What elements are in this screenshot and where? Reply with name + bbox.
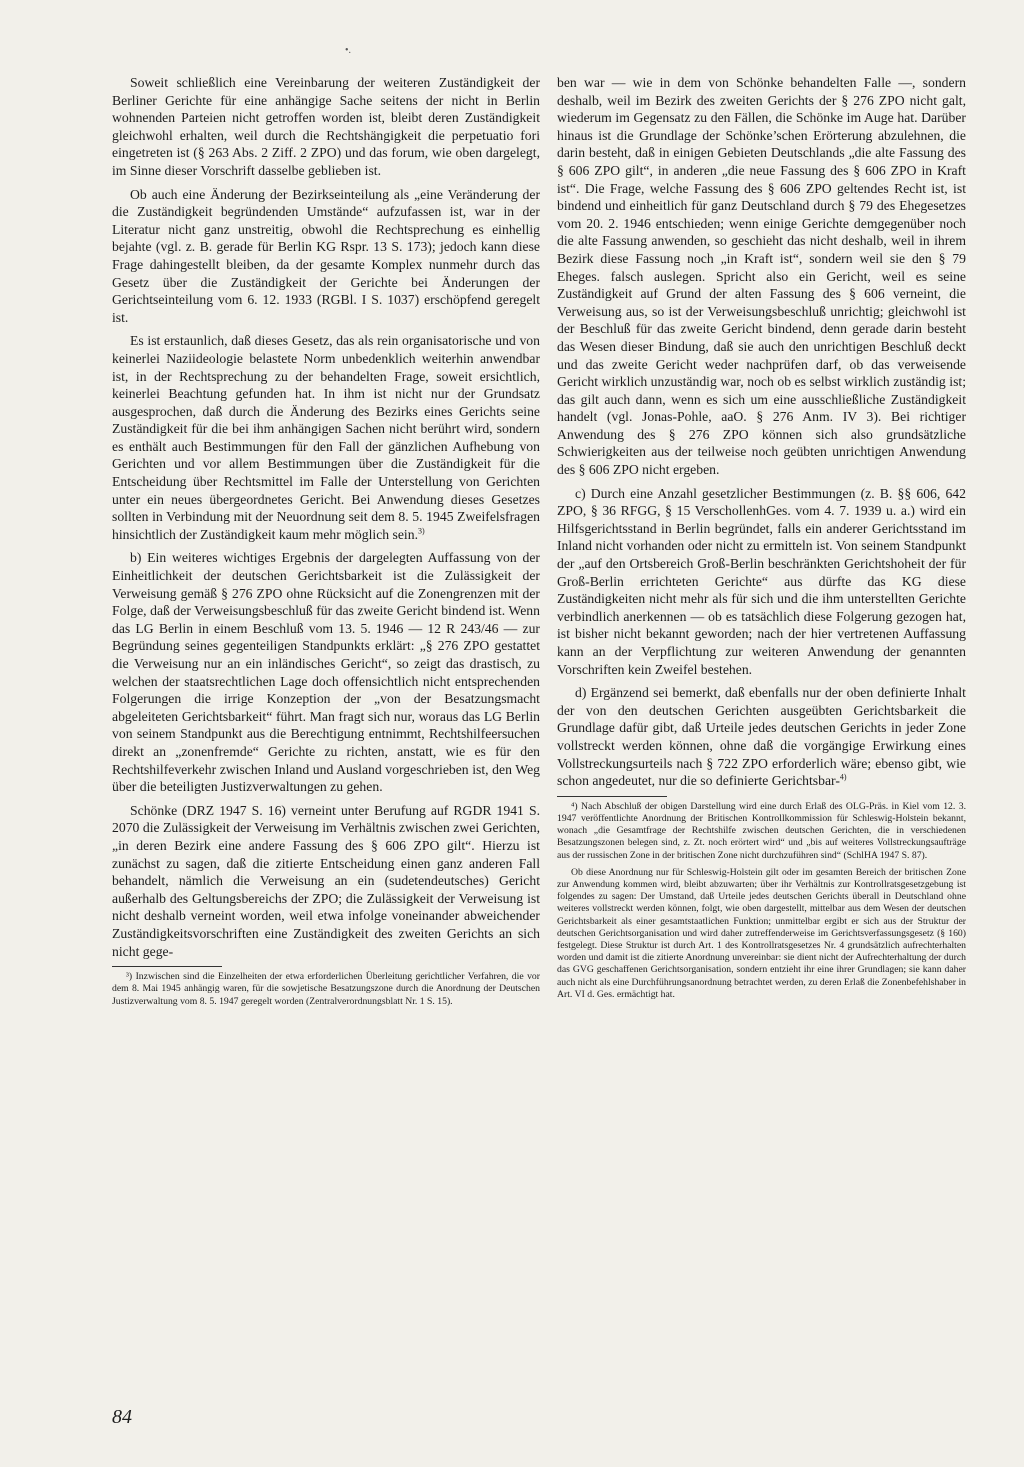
page-number: 84 [112,1406,132,1428]
right-paragraph-2: c) Durch eine Anzahl gesetzlicher Bestimmungen (z. B. §§ 606, 642 ZPO, § 36 RFGG, § 15 VerschollenhGes. vom 4. 7. 1939 u. a.) wird ein Hilfsgerichtsstand in Berlin begründet, falls ein anderer Gerichtsstand im Inland nicht vorhanden oder nicht zu ermitteln ist. Von seinem Standpunkt der „auf den Ortsbereich Groß-Berlin beschränkten Gerichtshoheit der für Groß-Berlin errichteten Gerichte“ aus dürfte das KG diese Zuständigkeiten nicht mehr als für sich und die ihm unterstellten Gerichte verbindlich anerkennen — ob es tatsächlich diese Folgerung gezogen hat, ist bisher nicht bekannt geworden; nach der hier vertretenen Auffassung kann an der Verpflichtung zur weiteren Anwendung der genannten Vorschriften kein Zweifel bestehen. [557,485,966,677]
footnote-3: ³) Inzwischen sind die Einzelheiten der etwa erforderlichen Überleitung gerichtlicher Verfahren, die vor dem 8. Mai 1945 anhängig waren, für die sowjetische Besatzungszone durch die Anordnung der Deutschen Justizverwaltung vom 8. 5. 1947 geregelt worden (Zentralverordnungsblatt Nr. 1 S. 15). [112,971,540,1007]
left-paragraph-5: Schönke (DRZ 1947 S. 16) verneint unter Berufung auf RGDR 1941 S. 2070 die Zulässigkeit der Verweisung im Verhältnis zwischen zwei Gerichten, „in deren Bezirk eine andere Fassung des § 606 ZPO gilt“. Hierzu ist zunächst zu sagen, daß die zitierte Entscheidung einen ganz anderen Fall behandelt, nämlich die Verweisung an ein (sudetendeutsches) Gericht außerhalb des Geltungsbereichs der ZPO; die Zulässigkeit der Verweisung ist nicht deshalb verneint worden, weil etwa infolge voneinander abweichender Zuständigkeitsvorschriften eine Zuständigkeit des zweiten Gerichts an sich nicht gege- [112,802,540,959]
footnote-separator [112,966,222,967]
left-paragraph-2: Ob auch eine Änderung der Bezirkseinteilung als „eine Veränderung der die Zuständigkeit begründenden Umstände“ aufzufassen ist, war in der Literatur nicht ganz unstreitig, obwohl die Rechtsprechung es einhellig bejahte (vgl. z. B. gerade für Berlin KG Rspr. 13 S. 173); jedoch kann diese Frage dahingestellt bleiben, da der gesamte Komplex nunmehr durch das Gesetz über die Zuständigkeit der Gerichte bei Änderungen der Gerichtseinteilung vom 6. 12. 1933 (RGBl. I S. 1037) erschöpfend geregelt ist. [112,186,540,325]
right-paragraph-3 [557,684,966,790]
footnote-4: ⁴) Nach Abschluß der obigen Darstellung wird eine durch Erlaß des OLG-Präs. in Kiel vom 12. 3. 1947 veröffentlichte Anordnung der Britischen Kontrollkommission für Schleswig-Holstein bekannt, wonach „die Gesamtfrage der Rechtshilfe zwischen deutschen Gerichten, die in verschiedenen Besatzungszonen belegen sind, z. Zt. noch erörtert wird“ und „bis auf weiteres Vollstreckungsaufträge aus der russischen Zone in der britischen Zone nicht durchzuführen sind“ (SchlHA 1947 S. 87). [557,800,966,861]
right-paragraph-3-text: d) Ergänzend sei bemerkt, daß ebenfalls nur der oben definierte Inhalt der von den deutschen Gerichten ausgeübten Gerichtsbarkeit die Grundlage dafür gibt, daß Urteile jedes deutschen Gerichts in jeder Zone vollstreckt werden können, ohne daß die vorgängige Erwirkung eines Vollstreckungsurteils nach § 722 ZPO erforderlich wäre; ebenso gibt, wie schon angedeutet, nur die so definierte Gerichtsbar- [557,685,966,789]
right-paragraph-1: ben war — wie in dem von Schönke behandelten Falle —, sondern deshalb, weil im Bezirk des zweiten Gerichts der § 276 ZPO nicht galt, wiederum im Gegensatz zu den Fällen, die Schönke im Auge hat. Darüber hinaus ist die Grundlage der Schönke’schen Erörterung abzulehnen, die darin besteht, daß in einigen Gebieten Deutschlands „die alte Fassung des § 606 ZPO gilt“, in anderen „die neue Fassung des § 606 ZPO in Kraft ist“. Die Frage, welche Fassung des § 606 ZPO geltendes Recht ist, ist bindend und einheitlich für ganz Deutschland durch § 79 des Ehegesetzes vom 20. 2. 1946 entschieden; wenn einige Gerichte demgegenüber noch die alte Fassung anwenden, so geschieht das nicht deshalb, weil in ihrem Bezirk diese Fassung noch „in Kraft ist“, sondern weil sie den § 79 Eheges. falsch auslegen. Spricht also ein Gericht, weil es seine Zuständigkeit auf Grund der alten Fassung des § 606 verneint, die Verweisung aus, so ist der Verweisungsbeschluß unrichtig; gleichwohl ist der Beschluß für das zweite Gericht bindend, denn gerade darin besteht das Wesen dieser Bindung, daß sie auch den unrichtigen Beschluß deckt und das zweite Gericht weder nachprüfen darf, ob das verweisende Gericht wirklich unzuständig war, noch ob es selbst wirklich zuständig ist; das gilt auch dann, wenn es sich um eine ausschließliche Zuständigkeit handelt (vgl. Jonas-Pohle, aaO. § 276 Anm. IV 3). Bei richtiger Anwendung des § 276 ZPO können sich also grundsätzliche Schwierigkeiten aus der teilweise noch geübten unrichtigen Anwendung des § 606 ZPO nicht ergeben. [557,75,966,478]
footnote-ref-3: 3) [418,526,425,536]
print-mark: •. [345,45,352,56]
footnote-4-continued: Ob diese Anordnung nur für Schleswig-Holstein gilt oder im gesamten Bereich der britischen Zone zur Anwendung kommen wird, bleibt abzuwarten; über ihr Verhältnis zur Kontrollratsgesetzgebung ist folgendes zu sagen: Der Umstand, daß Urteile jedes deutschen Gerichts überall in Deutschland ohne weiteres vollstreckt werden können, folgt, wie oben dargestellt, mittelbar aus dem Wesen der deutschen Gerichtsbarkeit als einer gesamtstaatlichen Funktion; unmittelbar ergibt er sich aus der Struktur der deutschen Gerichtsorganisation und wird daher zutreffenderweise im Gerichtsverfassungsgesetz (§ 160) festgelegt. Diese Struktur ist durch Art. 1 des Kontrollratsgesetzes Nr. 4 grundsätzlich aufrechterhalten worden und damit ist die zitierte Anordnung unvereinbar: sie dient nicht der Aufrechterhaltung der durch das GVG geschaffenen Gerichtsorganisation, sondern entzieht ihr eine ihrer Grundlagen; sie kann daher auch nicht als eine Durchführungsanordnung betrachtet werden, zu deren Erlaß die Zonenbefehlshaber in Art. VI d. Ges. ermächtigt hat. [557,866,966,1000]
left-paragraph-1: Soweit schließlich eine Vereinbarung der weiteren Zuständigkeit der Berliner Gerichte für eine anhängige Sache seitens der nicht in Berlin wohnenden Parteien nicht getroffen worden ist, bleibt deren Zuständigkeit gleichwohl erhalten, weil durch die Rechtshängigkeit die perpetuatio fori eingetreten ist (§ 263 Abs. 2 Ziff. 2 ZPO) und das forum, wie oben dargelegt, im Sinne dieser Vorschrift dasselbe geblieben ist. [112,75,540,178]
footnote-ref-4: 4) [839,772,847,782]
left-column [112,74,540,1013]
left-paragraph-3 [112,332,540,543]
footnote-separator-right [557,796,667,797]
left-paragraph-4: b) Ein weiteres wichtiges Ergebnis der dargelegten Auffassung von der Einheitlichkeit der deutschen Gerichtsbarkeit ist die Zulässigkeit der Verweisung gemäß § 276 ZPO ohne Rücksicht auf die Zonengrenzen mit der Folge, daß der Verweisungsbeschluß für das zweite Gericht bindend ist. Wenn das LG Berlin in einem Beschluß vom 13. 5. 1946 — 12 R 243/46 — zur Begründung seines gegenteiligen Standpunkts erklärt: „§ 276 ZPO gestattet die Verweisung nur an ein inländisches Gericht“, so zeigt das drastisch, zu welchen der staatsrechtlichen Lage doch offensichtlich nicht entsprechenden Folgerungen die irrige Konzeption der „von der Besatzungsmacht abgeleiteten Gerichtsbarkeit“ führt. Man fragt sich nur, woraus das LG Berlin von seinem Standpunkt aus die Berechtigung entnimmt, Rechtshilfeersuchen direkt an „zonenfremde“ Gerichte zu richten, anstatt, wie es für den Rechtshilfeverkehr zwischen Inland und Ausland vorgeschrieben ist, den Weg über die beteiligten Justizverwaltungen zu gehen. [112,550,540,795]
right-column [557,74,966,1006]
left-paragraph-3-text: Es ist erstaunlich, daß dieses Gesetz, das als rein organisatorische und von keinerlei Naziideologie belastete Norm unbedenklich weiterhin anwendbar ist, in der Rechtsprechung zu der behandelten Frage, soweit ersichtlich, keinerlei Beachtung gefunden hat. In ihm ist nicht nur der Grundsatz ausgesprochen, daß durch die Änderung des Bezirks eines Gerichts seine Zuständigkeit für die bei ihm anhängigen Sachen nicht berührt wird, sondern es enthält auch Bestimmungen für den Fall der gänzlichen Aufhebung von Gerichten und vor allem Bestimmungen über die Zuständigkeit für die Entscheidung über Rechtsmittel im Falle der Unterstellung von Gerichten unter ein neues übergeordnetes Gericht. Bei Anwendung dieses Gesetzes sollten in Verbindung mit der Neuordnung seit dem 8. 5. 1945 Zweifelsfragen hinsichtlich der Zuständigkeit kaum mehr möglich sein. [112,333,540,542]
